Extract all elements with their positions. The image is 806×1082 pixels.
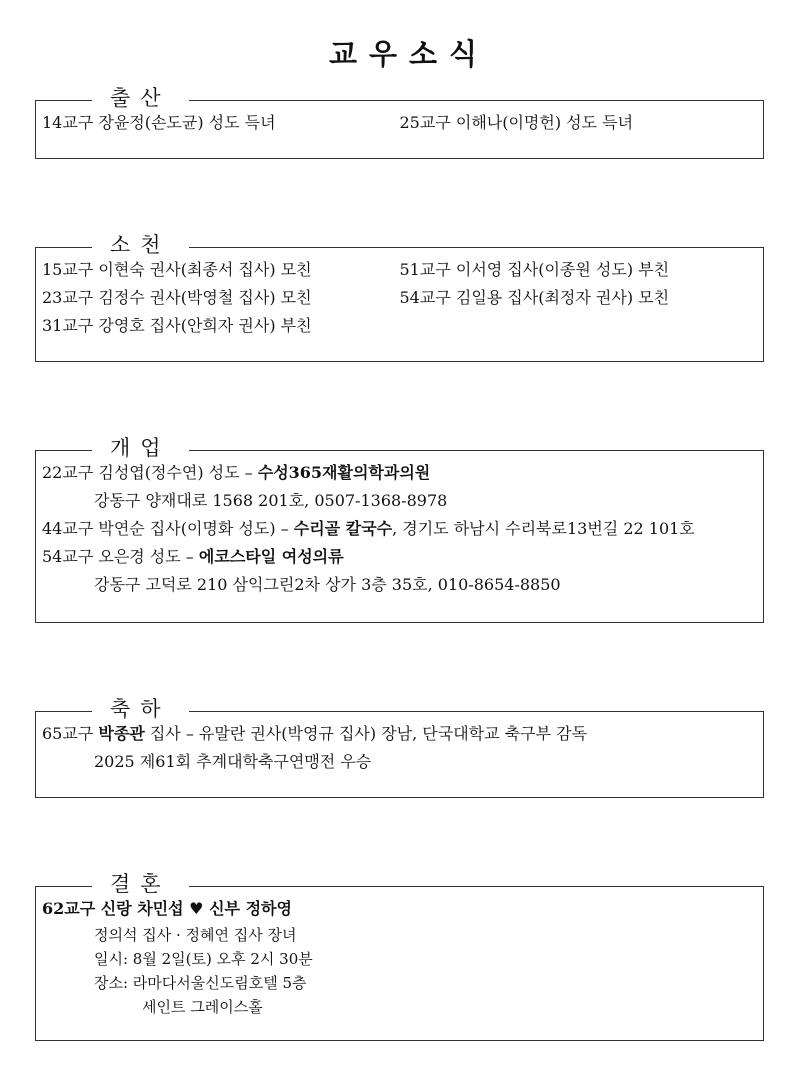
section-wedding [35,872,764,1041]
transfer-item: 15교구 이현숙 권사(최종서 집사) 모친 [42,260,312,279]
section-congrats [35,697,764,798]
wedding-date: 일시: 8월 2일(토) 오후 2시 30분 [94,950,313,968]
opening-detail: 강동구 고덕로 210 삼익그린2차 상가 3층 35호, 010-8654-8850 [94,575,561,594]
congrats-prefix: 65교구 [42,724,99,743]
opening-detail: 강동구 양재대로 1568 201호, 0507-1368-8978 [94,491,448,510]
transfer-item: 23교구 김정수 권사(박영철 집사) 모친 [42,288,312,307]
congrats-name: 박종관 [98,724,145,743]
opening-item [42,543,757,571]
congrats-item [42,720,757,748]
transfer-row [42,312,757,340]
opening-business: 수성365재활의학과의원 [257,463,431,482]
opening-person: 22교구 김성엽(정수연) 성도 – [42,463,258,482]
wedding-hall: 세인트 그레이스홀 [142,998,263,1016]
opening-item [42,515,757,543]
birth-item: 14교구 장윤정(손도균) 성도 득녀 [42,113,276,132]
birth-row [42,109,757,137]
section-title-transfer: 소천 [92,230,189,260]
wedding-place: 장소: 라마다서울신도림호텔 5층 [94,974,307,992]
section-title-birth: 출산 [92,83,189,113]
birth-item: 25교구 이해나(이명헌) 성도 득녀 [399,113,634,132]
opening-person: 54교구 오은경 성도 – [42,547,199,566]
wedding-headline: 62교구 신랑 차민섭 ♥ 신부 정하영 [42,899,292,918]
opening-item [42,459,757,487]
congrats-rest: 집사 – 유말란 권사(박영규 집사) 장남, 단국대학교 축구부 감독 [144,724,588,743]
opening-person: 44교구 박연순 집사(이명화 성도) – [42,519,294,538]
transfer-item: 54교구 김일용 집사(최정자 권사) 모친 [399,288,670,307]
opening-detail: , 경기도 하남시 수리북로13번길 22 101호 [392,519,695,538]
section-title-wedding: 결혼 [92,869,189,899]
section-title-opening: 개업 [92,433,189,463]
transfer-item: 51교구 이서영 집사(이종원 성도) 부친 [399,260,670,279]
section-transfer [35,233,764,362]
transfer-row [42,256,757,284]
opening-business: 수리골 칼국수 [293,519,393,538]
opening-business: 에코스타일 여성의류 [198,547,344,566]
section-title-congrats: 축하 [92,694,189,724]
section-opening [35,436,764,623]
transfer-item: 31교구 강영호 집사(안희자 권사) 부친 [42,316,312,335]
section-birth [35,86,764,159]
congrats-detail: 2025 제61회 추계대학축구연맹전 우승 [94,752,372,771]
transfer-row [42,284,757,312]
page-title: 교우소식 [328,37,490,71]
wedding-parents: 정의석 집사 · 정혜연 집사 장녀 [94,926,297,944]
